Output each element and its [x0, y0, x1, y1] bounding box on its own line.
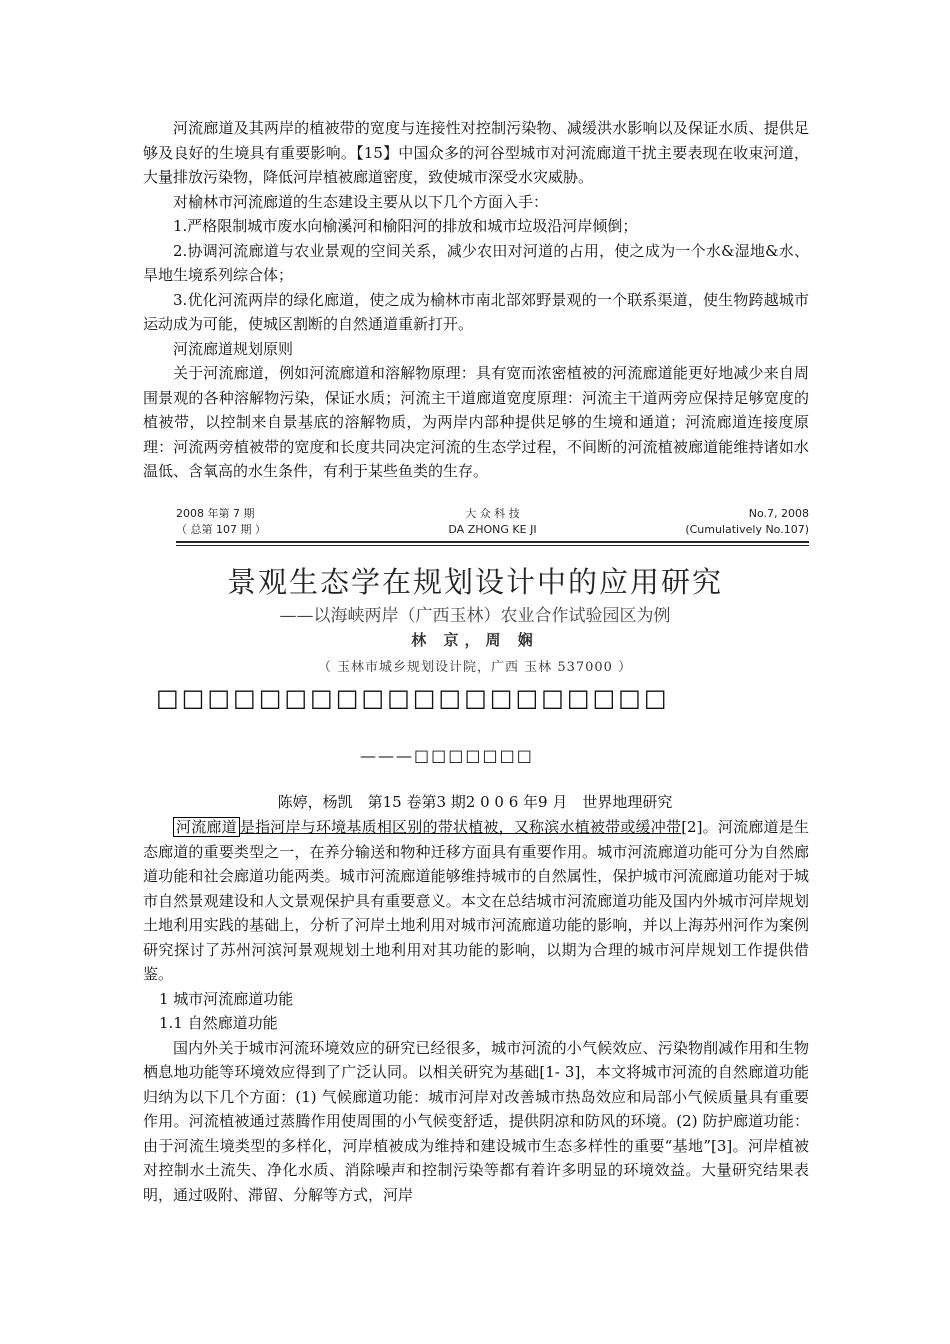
- cumulative-issue: （ 总第 107 期 ）: [176, 523, 266, 536]
- journal-masthead: [176, 506, 809, 542]
- section-heading: 河流廊道规划原则: [173, 339, 294, 358]
- paragraph: 对榆林市河流廊道的生态建设主要从以下几个方面入手：: [173, 192, 549, 211]
- bottom-text-section: [143, 815, 809, 1207]
- journal-name-pinyin: DA ZHONG KE JI: [448, 523, 537, 536]
- paragraph: 国内外关于城市河流环境效应的研究已经很多，城市河流的小气候效应、污染物削减作用和生物栖息地功能等环境效应得到了广泛认同。以相关研究为基础[1- 3]，本文将城市河流的自然廊道功能归纳为以下几个方面：(1) 气候廊道功能：城市河岸对改善城市热岛效应和局部小气候质量具有重要作用。河流植被通过蒸腾作用使周围的小气候变舒适，提供阴凉和防风的环境。(2) 防护廊道功能：由于河流生境类型的多样化，河岸植被成为维持和建设城市生态多样性的重要“基地”[3]。河岸植被对控制水土流失、净化水质、消除噪声和控制污染等都有着许多明显的环境效益。大量研究结果表明，通过吸附、滞留、分解等方式，河岸: [143, 1038, 809, 1204]
- journal-name-cn: 大 众 科 技: [465, 507, 520, 520]
- unrendered-subtitle-glyphs: [360, 746, 534, 765]
- issue-info-en: [685, 506, 809, 538]
- issue-number-en: No.7, 2008: [748, 507, 809, 520]
- list-item: 3.优化河流两岸的绿化廊道，使之成为榆林市南北部郊野景观的一个联系渠道，使生物跨越城市运动成为可能，使城区割断的自然通道重新打开。: [143, 290, 809, 333]
- underlined-definition: 是指河岸与环境基质相区别的带状植被，又称滨水植被带或缓冲带: [239, 818, 682, 836]
- missing-glyphs: □□□□□□□: [414, 746, 534, 765]
- cumulative-issue-en: (Cumulatively No.107): [685, 523, 809, 536]
- subtitle-dash: ———: [360, 746, 414, 765]
- citation-line: 陈婷，杨凯 第15 卷第3 期2 0 0 6 年9 月 世界地理研究: [277, 793, 673, 811]
- article-authors: 林 京，周 娴: [411, 631, 539, 649]
- list-item: 2.协调河流廊道与农业景观的空间关系，减少农田对河道的占用，使之成为一个水&湿地&水、旱地生境系列综合体；: [143, 241, 809, 284]
- intro-rest: [2]。河流廊道是生态廊道的重要类型之一，在养分输送和物种迁移方面具有重要作用。城市河流廊道功能可分为自然廊道功能和社会廊道功能两类。城市河流廊道能够维持城市的自然属性，保护城市河流廊道功能对于城市自然景观建设和人文景观保护具有重要意义。本文在总结城市河流廊道功能及国内外城市河岸规划土地利用实践的基础上，分析了河岸土地利用对城市河流廊道功能的影响，并以上海苏州河作为案例研究探讨了苏州河滨河景观规划土地利用对其功能的影响，以期为合理的城市河岸规划工作提供借鉴。: [143, 818, 809, 983]
- issue-number: 2008 年第 7 期: [176, 507, 255, 520]
- intro-paragraph: [143, 815, 809, 987]
- paragraph: 河流廊道及其两岸的植被带的宽度与连接性对控制污染物、减缓洪水影响以及保证水质、提供足够及良好的生境具有重要影响。【15】中国众多的河谷型城市对河流廊道干扰主要表现在收束河道，大量排放污染物，降低河岸植被廊道密度，致使城市深受水灾威胁。: [143, 119, 809, 186]
- paragraph: 关于河流廊道，例如河流廊道和溶解物原理：具有宽而浓密植被的河流廊道能更好地减少来自周围景观的各种溶解物污染，保证水质；河流主干道廊道宽度原理：河流主干道两旁应保持足够宽度的植被带，以控制来自景基底的溶解物质，为两岸内部种提供足够的生境和通道；河流廊道连接度原理：河流两旁植被带的宽度和长度共同决定河流的生态学过程，不间断的河流植被廊道能维持诸如水温低、含氧高的水生条件，有利于某些鱼类的生存。: [143, 364, 809, 480]
- masthead-rule: [176, 541, 809, 543]
- article-subtitle: ——以海峡两岸（广西玉林）农业合作试验园区为例: [279, 606, 671, 626]
- subsection-heading: 1.1 自然廊道功能: [159, 1014, 278, 1032]
- article-title: 景观生态学在规划设计中的应用研究: [226, 565, 723, 599]
- unrendered-title-glyphs: □□□□□□□□□□□□□□□□□□□□: [156, 684, 670, 712]
- section-heading: 1 城市河流廊道功能: [159, 989, 294, 1008]
- list-item: 1.严格限制城市废水向榆溪河和榆阳河的排放和城市垃圾沿河岸倾倒；: [173, 217, 638, 235]
- top-text-section: [143, 116, 809, 484]
- author-affiliation: （ 玉林市城乡规划设计院，广西 玉林 537000 ）: [317, 660, 633, 675]
- masthead-rule-thin: [176, 545, 809, 546]
- highlighted-term: 河流廊道: [173, 817, 240, 837]
